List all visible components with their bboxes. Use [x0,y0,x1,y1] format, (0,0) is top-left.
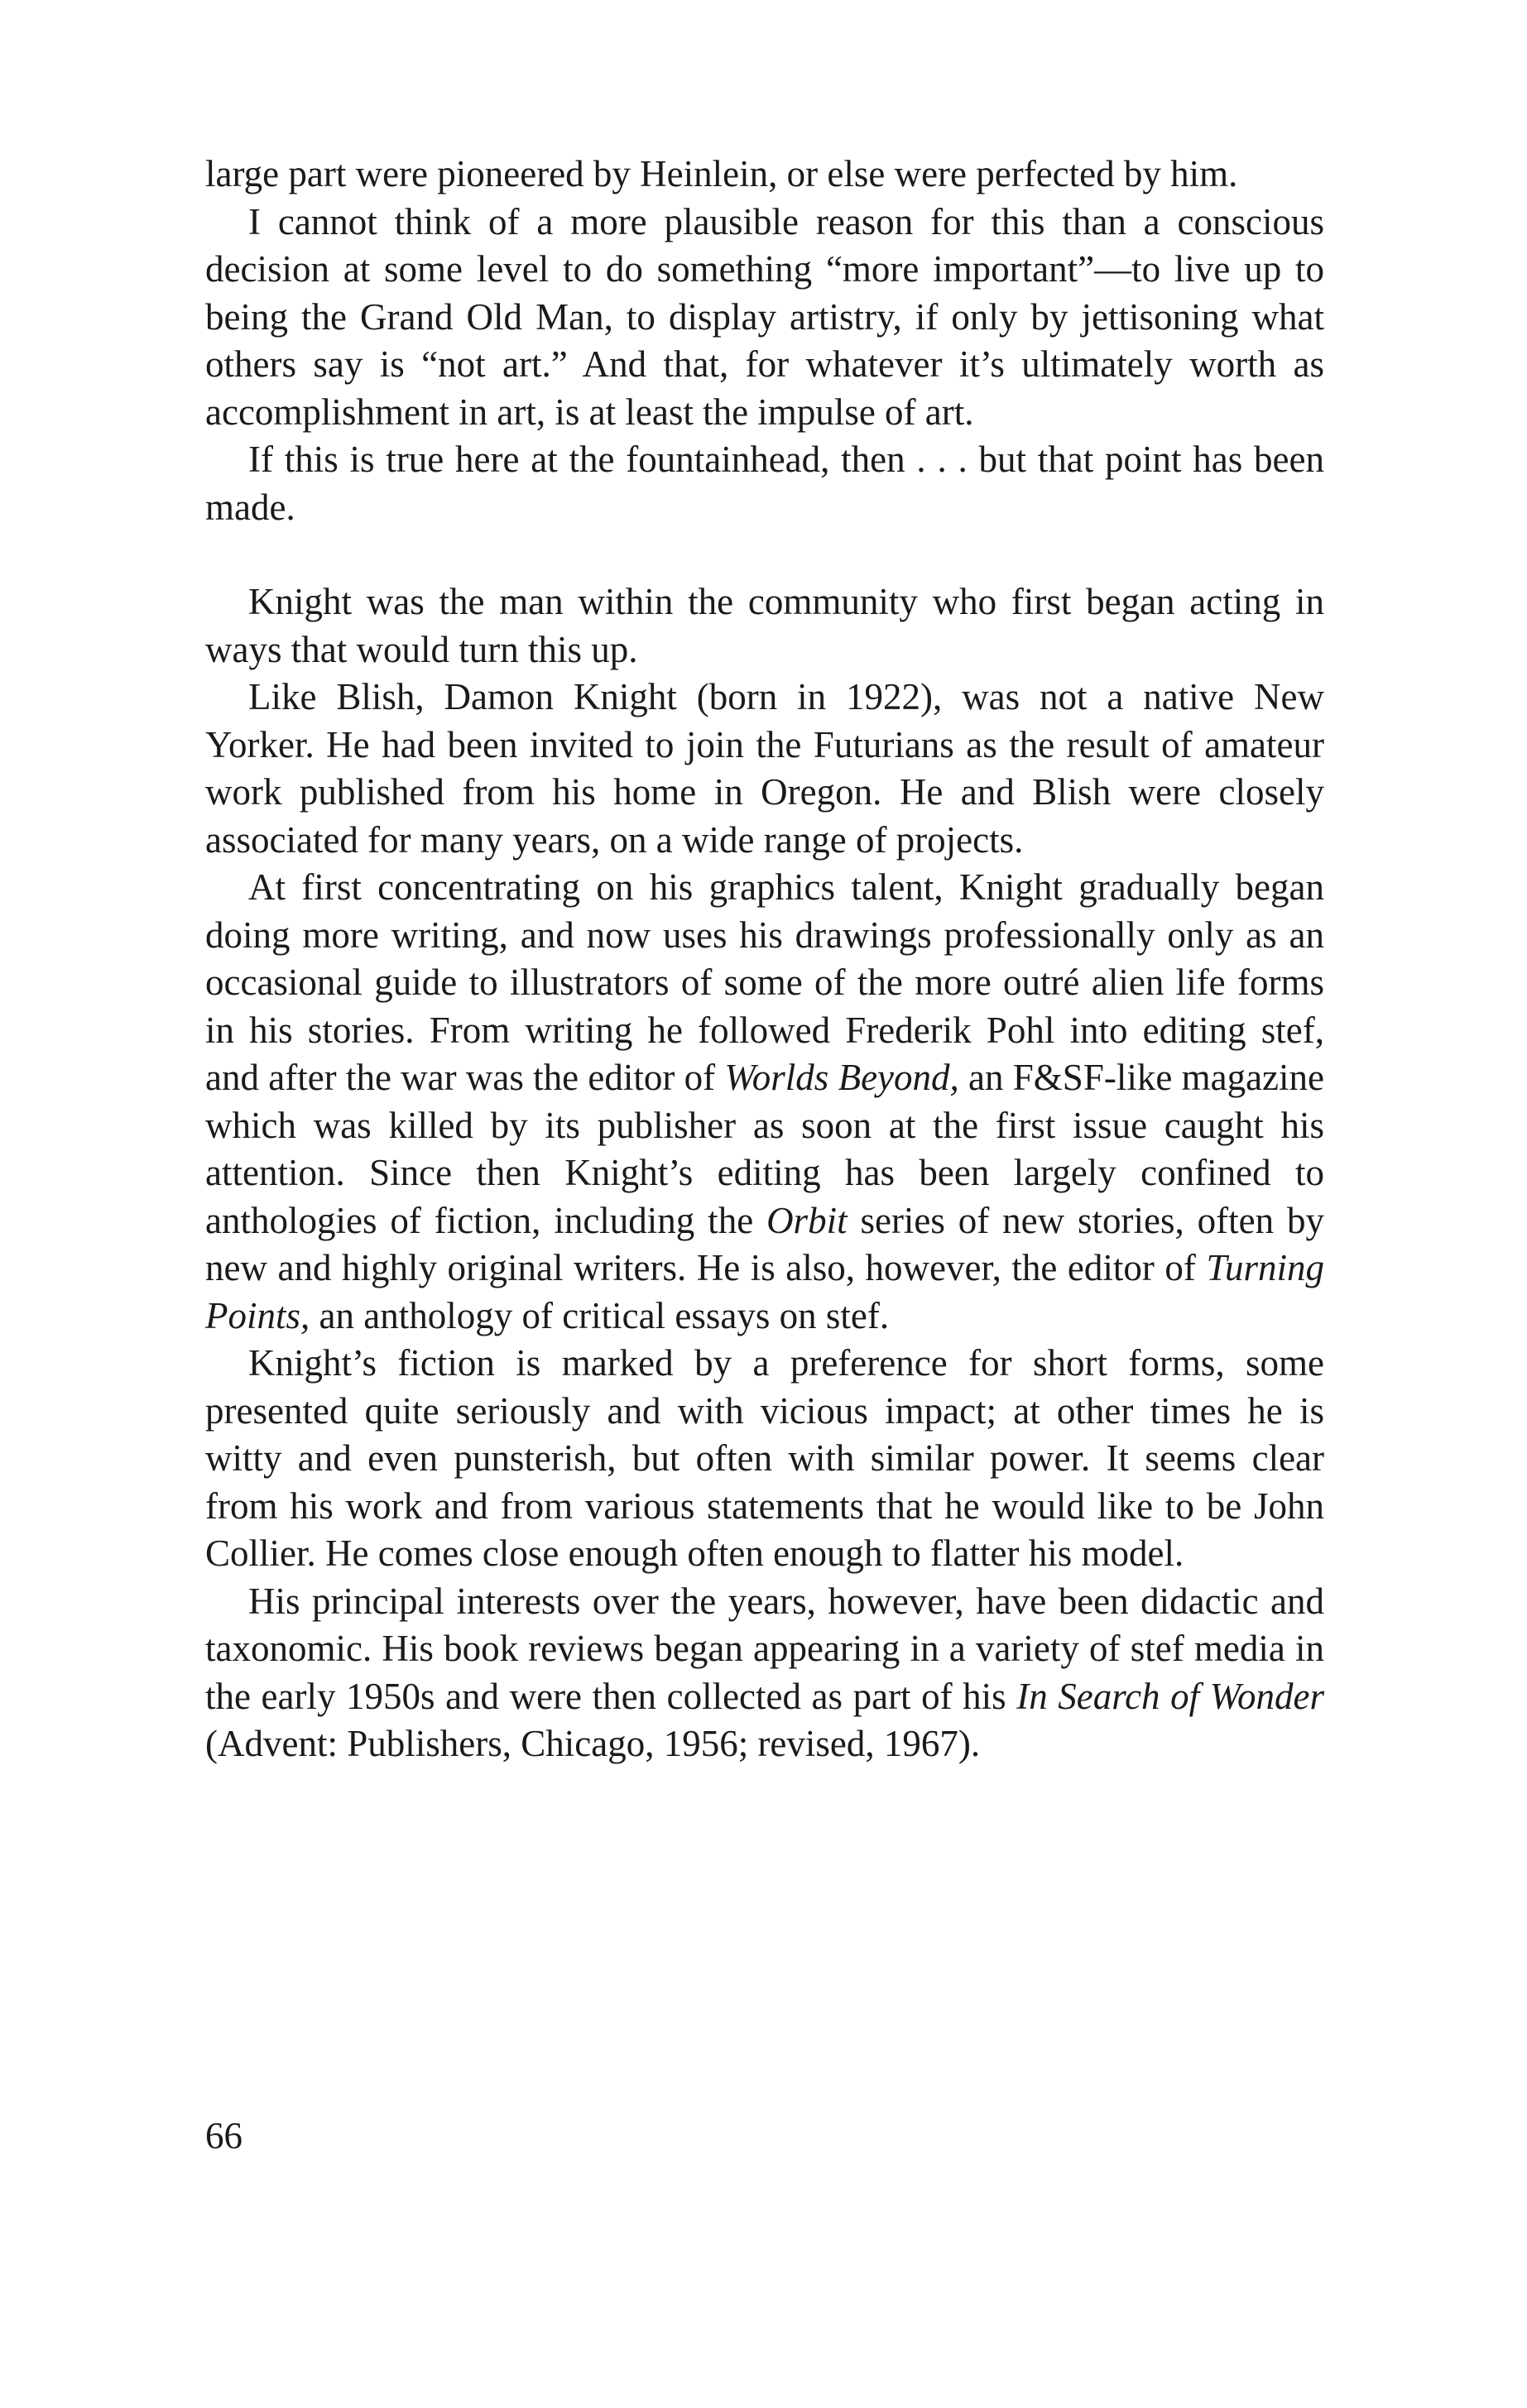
paragraph [205,864,1324,1340]
text-segment: If this is true here at the fountainhead, then . . . but that point has been made. [205,439,1324,528]
text-segment: an F&SF-like magazine which was killed by its publisher as soon at the first issue caught his attention. Since then Knight’s editing has been largely confined to anthologies of fiction, including the [205,1057,1324,1241]
text-segment: His principal interests over the years, however, have been didactic and taxonomic. His book reviews began appearing in a variety of stef media in the early 1950s and were then collected as part of his [205,1580,1324,1717]
italic-title: Turning Points, [205,1247,1324,1336]
text-segment: At first concentrating on his graphics talent, Knight gradually began doing more writing, and now uses his drawings professionally only as an occasional guide to illustrators of some of the more outré alien life forms in his stories. From writing he followed Frederik Pohl into editing stef, and after the war was the editor of [205,866,1324,1098]
text-segment: large part were pioneered by Heinlein, or else were perfected by him. [205,153,1238,194]
italic-title: Worlds Beyond, [724,1057,959,1098]
text-segment: I cannot think of a more plausible reason for this than a conscious decision at some level to do something “more important”—to live up to being the Grand Old Man, to display artistry, if only by jettisoning what others say is “not art.” And that, for whatever it’s ultimately worth as accomplishment in art, is at least the impulse of art. [205,200,1324,433]
paragraph [205,199,1324,437]
italic-title: Orbit [766,1199,848,1241]
text-segment: Like Blish, Damon Knight (born in 1922), was not a native New Yorker. He had been invited to join the Futurians as the result of amateur work published from his home in Oregon. He and Blish were closely associated for many years, on a wide range of projects. [205,676,1324,861]
paragraph [205,436,1324,531]
text-segment: (Advent: Publishers, Chicago, 1956; revised, 1967). [205,1723,981,1764]
text-segment: an anthology of critical essays on stef. [310,1294,890,1336]
paragraph [205,151,1324,199]
italic-title: In Search of Wonder [1016,1675,1324,1717]
text-segment: Knight’s fiction is marked by a preference for short forms, some presented quite seriously and with vicious impact; at other times he is witty and even punsterish, but often with similar power. It seems clear from his work and from various statements that he would like to be John Collier. He comes close enough often enough to flatter his model. [205,1342,1324,1574]
paragraph [205,1340,1324,1578]
paragraph [205,578,1324,674]
text-segment: Knight was the man within the community who first began acting in ways that would turn this up. [205,581,1324,670]
page-body [205,151,1324,1768]
paragraph [205,674,1324,864]
page-number: 66 [205,2115,242,2156]
text-segment: series of new stories, often by new and highly original writers. He is also, however, the editor of [205,1199,1325,1288]
paragraph [205,1578,1324,1768]
